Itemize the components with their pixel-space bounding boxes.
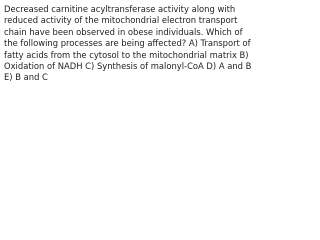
- question-text: Decreased carnitine acyltransferase activity along with reduced activity of the mitochondrial electron transport chain have been observed in obese individuals. Which of the following processes are being affected? A) Transport of fatty acids from the cytosol to the mitochondrial matrix B) Oxidation of NADH C) Synthesis of malonyl-CoA D) A and B E) B and C: [4, 4, 252, 83]
